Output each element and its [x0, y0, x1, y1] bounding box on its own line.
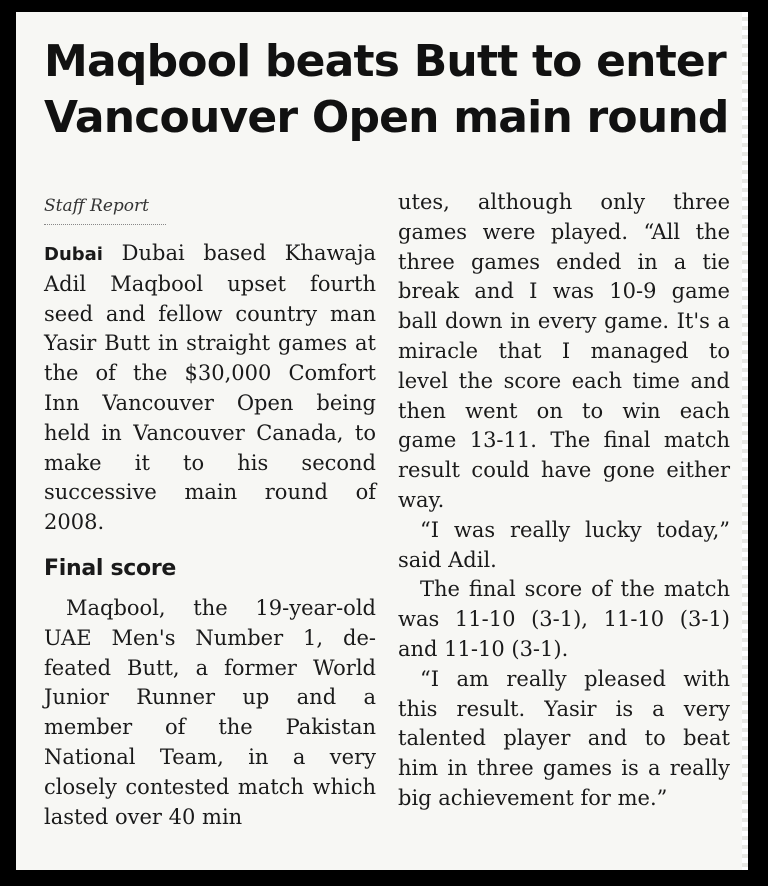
headline: Maqbool beats Butt to enter Vancouver Open main round [44, 36, 729, 143]
paragraph-5: “I am really pleased with this result. Yasir is a very talented player and to beat him in three games is a really big achievement for me.” [398, 666, 730, 810]
subhead-final-score: Final score [44, 555, 176, 581]
paragraph-2-continued [398, 188, 730, 516]
newspaper-clipping [16, 12, 748, 870]
paragraph-2-continued-text: utes, although only three games were played. “All the three games ended in a tie break and I was 10-9 game ball down in every game. It's a miracle that I managed to level the score each time and then went on to win each game 13-11. The final match result could have gone either way. [398, 190, 730, 512]
byline: Staff Report [44, 194, 166, 225]
paragraph-3: “I was really lucky today,” said Adil. [398, 517, 730, 572]
paragraph-2-text: Maqbool, the 19-year-old UAE Men's Number 1, defeated Butt, a former World Junior Runner up and a member of the Pakistan National Team, in a very closely contested match which lasted over 40 min [44, 595, 376, 829]
dateline: Dubai [44, 244, 103, 265]
paragraph-4: The final score of the match was 11-10 (3-1), 11-10 (3-1) and 11-10 (3-1). [398, 577, 730, 661]
article-column-left [44, 190, 376, 832]
paragraph-2 [44, 594, 376, 832]
lead-paragraph [44, 239, 376, 538]
lead-text: Dubai based Khawaja Adil Maqbool upset fourth seed and fellow country man Yasir Butt in straight games at the of the $30,000 Comfort Inn Vancouver Open being held in Vancouver Canada, to make it to his second successive main round of 2008. [44, 241, 376, 535]
article-column-right [398, 188, 730, 814]
